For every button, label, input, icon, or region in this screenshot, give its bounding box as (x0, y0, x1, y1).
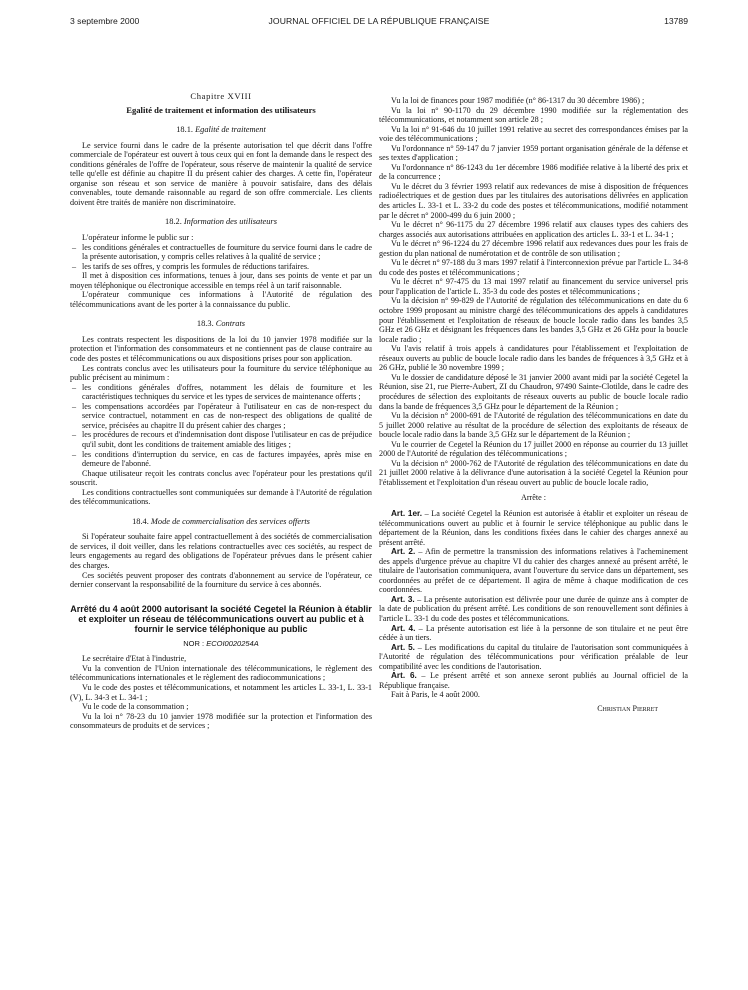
visa: Vu la loi n° 78-23 du 10 janvier 1978 modifiée sur la protection et l'information des consommateurs de produits et de services ; (70, 711, 372, 731)
visa: Vu le décret du 3 février 1993 relatif aux redevances de mise à disposition de fréquences radioélectriques et de gestion dues par les titulaires des autorisations délivrées en application des articles L. 33-1 et L. 33-2 du code des postes et télécommunications, modifié notamment par le décret n° 2000-499 du 6 juin 2000 ; (379, 181, 688, 220)
article-label: Art. 5. (391, 642, 415, 652)
article-3: Art. 3. – La présente autorisation est délivrée pour une durée de quinze ans à compter de la date de publication du présent arrêté. Les conditions de son renouvellement sont définies à l'article L. 33-1 du code des postes et télécommunications. (379, 594, 688, 623)
section-heading-18-2 (70, 217, 372, 227)
article-2: Art. 2. – Afin de permettre la transmission des informations relatives à l'acheminement des appels d'urgence prévue au chapitre VI du cahier des charges annexé au présent arrêté, le titulaire de l'autorisation communiquera, avant l'ouverture du service dans un département, ses coordonnées au préfet de ce département. Il agira de même à chaque modification de ces coordonnées. (379, 547, 688, 595)
list-item: – les tarifs de ses offres, y compris les formules de réductions tarifaires. (70, 262, 372, 272)
visa: Vu le décret n° 97-475 du 13 mai 1997 relatif au financement du service universel pris pour l'application de l'article L. 35-3 du code des postes et télécommunications ; (379, 277, 688, 296)
article-label: Art. 6. (391, 671, 417, 681)
visa: Vu la loi de finances pour 1987 modifiée (n° 86-1317 du 30 décembre 1986) ; (391, 96, 645, 105)
decree-title: Arrêté du 4 août 2000 autorisant la société Cegetel la Réunion à établir et exploiter un réseau de télécommunications ouvert au public et à fournir le service téléphonique au public (70, 603, 372, 635)
visa: Vu la convention de l'Union internationale des télécommunications, le règlement des télécommunications internationales et le règlement des radiocommunications ; (70, 663, 372, 683)
paragraph: L'opérateur informe le public sur : (82, 233, 194, 243)
article-text: La présente autorisation est liée à la personne de son titulaire et ne peut être cédée à un tiers. (379, 623, 688, 643)
section-title: Egalité de traitement (195, 125, 266, 135)
article-text: Les modifications du capital du titulaire de l'autorisation sont communiquées à l'Autorité de régulation des télécommunications pour vérification préalable de leur compatibilité avec les conditions de l'autorisation. (379, 642, 688, 671)
paragraph: Le service fourni dans le cadre de la présente autorisation tel que décrit dans l'offre commerciale de l'opérateur est ouvert à tous ceux qui en font la demande dans le respect des conditions générales de l'offre de l'opérateur, sous réserve de maintenir la qualité de service telle qu'elle est définie au chapitre II du présent cahier des charges. A cette fin, l'opérateur organise son réseau et son service de manière à pouvoir satisfaire, dans des délais convenables, toute demande raisonnable au regard de son offre commerciale. Les clients doivent être traités de manière non discriminatoire. (70, 140, 372, 207)
visa: Vu le code de la consommation ; (82, 702, 189, 712)
page-header (70, 16, 688, 32)
list-item: – les conditions générales et contractuelles de fourniture du service fourni dans le cadre de la présente autorisation, y compris celles relatives à la qualité de service ; (70, 243, 372, 262)
article-text: La présente autorisation est délivrée pour une durée de quinze ans à compter de la date de publication du présent arrêté. Les conditions de son renouvellement sont définies à l'article L. 33-1 du code des postes et télécommunications. (379, 594, 688, 623)
article-text: La société Cegetel la Réunion est autorisée à établir et exploiter un réseau de télécommunications ouvert au public et à fournir le service téléphonique au public dans le département de la Réunion, dans les conditions fixées dans le cahier des charges annexé au présent arrêté. (379, 508, 688, 547)
article-text: Afin de permettre la transmission des informations relatives à l'acheminement des appels d'urgence prévue au chapitre VI du cahier des charges annexé au présent arrêté, le titulaire de l'autorisation communiquera, avant l'ouverture du service dans un département, ses coordonnées au préfet de ce département. Il agira de même à chaque modification de ces coordonnées. (379, 547, 688, 595)
section-number: 18.4. (132, 516, 149, 526)
section-title: Mode de commercialisation des services offerts (150, 516, 310, 526)
dash-list (70, 383, 372, 469)
issue-date: 3 septembre 2000 (70, 16, 140, 26)
visa: Vu la loi n° 90-1170 du 29 décembre 1990 modifiée sur la réglementation des télécommunications, et notamment son article 28 ; (379, 105, 688, 125)
section-heading-18-1 (70, 125, 372, 135)
visa: Vu le dossier de candidature déposé le 31 janvier 2000 avant midi par la société Cegetel la Réunion, sise 21, rue Pierre-Aubert, ZI du Chaudron, 97490 Sainte-Clotilde, dans le cadre des procédures de sélection des exploitants de réseaux ouverts au public de boucle locale radio dans la bande de fréquences 3,5 GHz pour le département de la Réunion ; (379, 372, 688, 411)
visa: Vu le courrier de Cegetel la Réunion du 17 juillet 2000 en réponse au courrier du 13 juillet 2000 de l'Autorité de régulation des télécommunications ; (379, 439, 688, 459)
paragraph: L'opérateur communique ces informations à l'Autorité de régulation des télécommunications avant de les porter à la connaissance du public. (70, 290, 372, 309)
article-label: Art. 2. (391, 547, 416, 557)
paragraph: Chaque utilisateur reçoit les contrats conclus avec l'opérateur pour les prestations qu'il souscrit. (70, 468, 372, 488)
section-heading-18-4 (70, 517, 372, 527)
visa: Vu l'ordonnance n° 86-1243 du 1er décembre 1986 modifiée relative à la liberté des prix et de la concurrence ; (379, 162, 688, 182)
visa: Vu le décret n° 96-1175 du 27 décembre 1996 relatif aux clauses types des cahiers des charges associés aux autorisations attribuées en application des articles L. 33-1 et L. 34-1 ; (379, 220, 688, 239)
paragraph: Les contrats respectent les dispositions de la loi du 10 janvier 1978 modifiée sur la protection et l'information des consommateurs et ne contiennent pas de clause contraire au code des postes et télécommunications ou aux dispositions prises pour son application. (70, 334, 372, 364)
visa: Vu le décret n° 97-188 du 3 mars 1997 relatif à l'interconnexion prévue par l'article L. 34-8 du code des postes et télécommunications ; (379, 258, 688, 277)
visa: Vu la loi n° 91-646 du 10 juillet 1991 relative au secret des correspondances émises par la voie des télécommunications ; (379, 124, 688, 144)
article-label: Art. 3. (391, 594, 415, 604)
section-title: Information des utilisateurs (183, 217, 277, 227)
arrete-heading: Arrête : (520, 493, 547, 503)
visa: Vu l'avis relatif à trois appels à candidatures pour l'établissement et l'exploitation de réseaux ouverts au public de boucle locale radio dans les bandes de fréquences à 3,5 GHz et à 26 GHz, publié le 30 novembre 1999 ; (379, 344, 688, 373)
section-title: Contrats (215, 319, 246, 329)
right-column (379, 96, 688, 713)
dash-list (70, 243, 372, 272)
visa: Vu le code des postes et télécommunications, et notamment les articles L. 33-1, L. 33-1 (V), L. 34-3 et L. 34-1 ; (70, 683, 372, 702)
paragraph: Le secrétaire d'Etat à l'industrie, (82, 654, 187, 664)
nor-value: ECOI0020254A (206, 638, 259, 648)
page-number: 13789 (664, 16, 688, 26)
article-5: Art. 5. – Les modifications du capital du titulaire de l'autorisation sont communiquées à l'Autorité de régulation des télécommunications pour vérification préalable de leur compatibilité avec les conditions de l'autorisation. (379, 642, 688, 671)
section-number: 18.1. (176, 125, 193, 135)
list-item: – les conditions générales d'offres, notamment les délais de fourniture et les caractéristiques techniques du service et les types de services de maintenance offerts ; (70, 383, 372, 402)
article-1: Art. 1er. – La société Cegetel la Réunion est autorisée à établir et exploiter un réseau de télécommunications ouvert au public et à fournir le service téléphonique au public dans le département de la Réunion, dans les conditions fixées dans le cahier des charges annexé au présent arrêté. (379, 508, 688, 547)
visa: Vu la décision n° 2000-691 de l'Autorité de régulation des télécommunications en date du 5 juillet 2000 relative au résultat de la procédure de sélection des exploitants de réseaux de boucle locale radio dans la bande 3,5 GHz sur le département de la Réunion ; (379, 411, 688, 440)
article-label: Art. 4. (391, 623, 416, 633)
chapter-title: Egalité de traitement et information des utilisateurs (126, 104, 316, 115)
article-6: Art. 6. – Le présent arrêté et son annexe seront publiés au Journal officiel de la République française. (379, 671, 688, 690)
paragraph: Les contrats conclus avec les utilisateurs pour la fourniture du service téléphonique au public précisent au minimum : (70, 363, 372, 383)
paragraph: Si l'opérateur souhaite faire appel contractuellement à des sociétés de commercialisation de services, il doit veiller, dans les relations contractuelles avec ces sociétés, au respect de leurs engagements au regard des obligations de l'opérateur prévues dans le présent cahier des charges. (70, 532, 372, 570)
visa: Vu la décision n° 2000-762 de l'Autorité de régulation des télécommunications en date du 21 juillet 2000 relative à la délivrance d'une autorisation à la société Cegetel la Réunion pour l'établissement et l'exploitation d'un réseau ouvert au public de boucle locale radio, (379, 458, 688, 487)
article-text: Le présent arrêté et son annexe seront publiés au Journal officiel de la République française. (379, 671, 688, 690)
nor-label: NOR : (183, 638, 205, 648)
paragraph: Il met à disposition ces informations, tenues à jour, dans ses points de vente et par un moyen téléphonique ou électronique accessible en temps réel à un tarif raisonnable. (70, 271, 372, 290)
list-item: – les procédures de recours et d'indemnisation dont dispose l'utilisateur en cas de préjudice qu'il subit, dont les conditions de traitement amiable des litiges ; (70, 430, 372, 449)
left-column (70, 92, 372, 731)
chapter-heading: Chapitre XVIII (190, 91, 252, 101)
signature: Christian Pierret (597, 703, 658, 713)
list-item: – les conditions d'interruption du service, en cas de factures impayées, après mise en demeure de l'abonné. (70, 450, 372, 469)
list-item: – les compensations accordées par l'opérateur à l'utilisateur en cas de non-respect du service contractuel, notamment en cas de non-respect des obligations de qualité de service, précisées au chapitre II du présent cahier des charges ; (70, 402, 372, 431)
article-4: Art. 4. – La présente autorisation est liée à la personne de son titulaire et ne peut être cédée à un tiers. (379, 623, 688, 643)
section-number: 18.3. (196, 319, 214, 329)
section-heading-18-3 (70, 319, 372, 329)
visa: Vu le décret n° 96-1224 du 27 décembre 1996 relatif aux redevances dues pour les frais de gestion du plan national de numérotation et de contrôle de son utilisation ; (379, 239, 688, 258)
paragraph: Les conditions contractuelles sont communiquées sur demande à l'Autorité de régulation des télécommunications. (70, 487, 372, 507)
section-number: 18.2. (165, 217, 182, 227)
visa: Vu la décision n° 99-829 de l'Autorité de régulation des télécommunications en date du 6 octobre 1999 proposant au ministre chargé des télécommunications des appels à candidatures pour l'établissement et l'exploitation de réseaux de boucle locale radio dans les bandes 3,5 GHz et 26 GHz et désignant les fréquences dans les bandes 3,5 GHz et 26 GHz pour la boucle locale radio ; (379, 296, 688, 344)
signing-place-date: Fait à Paris, le 4 août 2000. (391, 690, 480, 700)
journal-title: JOURNAL OFFICIEL DE LA RÉPUBLIQUE FRANÇAISE (268, 16, 490, 26)
paragraph: Ces sociétés peuvent proposer des contrats d'abonnement au service de l'opérateur, ce dernier conservant la responsabilité de la fourniture du service à ces abonnés. (70, 570, 372, 590)
nor-reference (70, 639, 372, 649)
visa: Vu l'ordonnance n° 59-147 du 7 janvier 1959 portant organisation générale de la défense et ses textes d'application ; (379, 143, 688, 163)
article-label: Art. 1er. (391, 508, 423, 518)
